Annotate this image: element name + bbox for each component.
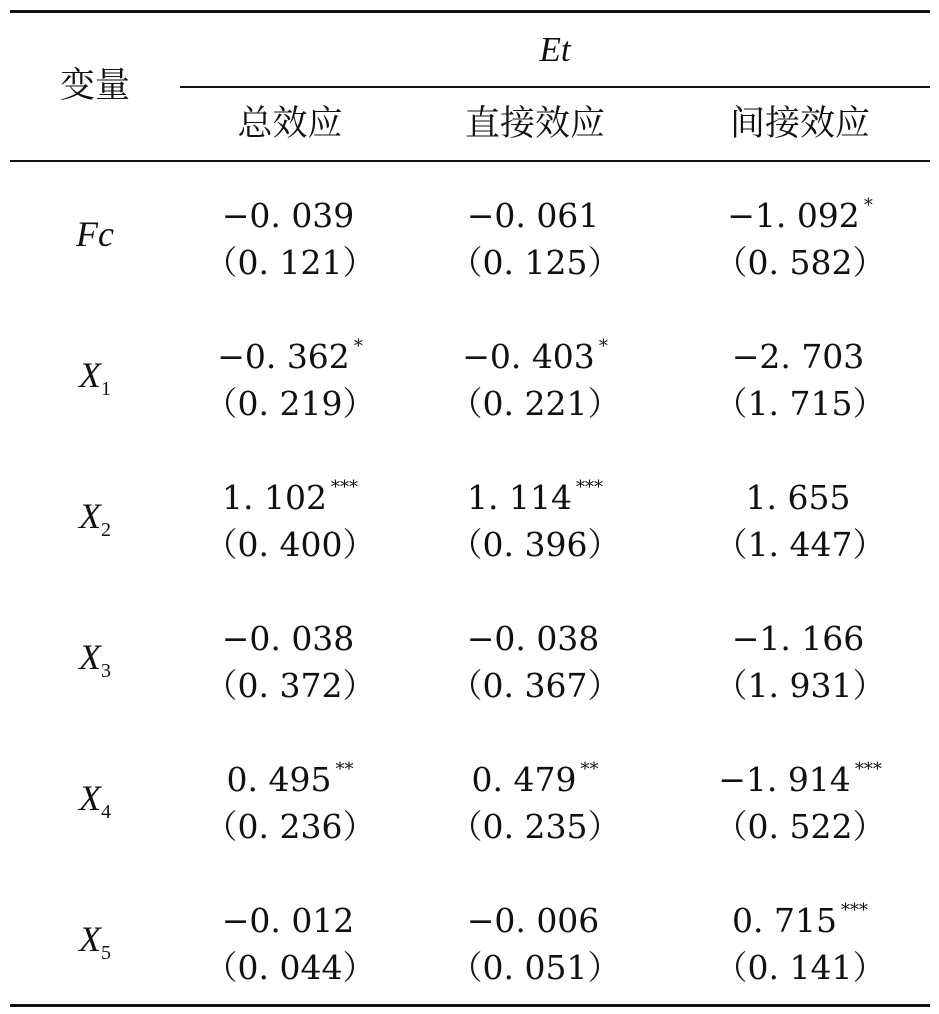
coefficient-value: −0. 362 xyxy=(217,337,350,376)
standard-error-cell: （0. 125） xyxy=(449,243,621,282)
coefficient-cell xyxy=(690,186,910,236)
coefficient-cell xyxy=(690,327,910,377)
variable-label xyxy=(10,214,180,268)
variable-name: X xyxy=(79,637,101,677)
standard-error-cell: （1. 931） xyxy=(714,666,886,705)
coefficient-cell xyxy=(180,891,400,941)
coefficient-cell xyxy=(425,750,645,800)
significance-stars: ** xyxy=(580,759,599,780)
variable-name: Fc xyxy=(76,214,114,254)
coefficient-value: −0. 006 xyxy=(466,901,600,940)
coefficient-cell xyxy=(425,609,645,659)
variable-name: X xyxy=(79,778,101,818)
coefficient-cell xyxy=(180,609,400,659)
variable-subscript: 3 xyxy=(101,660,111,682)
coefficient-value: −1. 092 xyxy=(727,196,860,235)
significance-stars: *** xyxy=(840,900,868,921)
standard-error-cell: （0. 522） xyxy=(714,807,886,846)
coefficient-cell xyxy=(180,186,400,236)
coefficient-cell xyxy=(180,468,400,518)
coefficient-cell xyxy=(180,327,400,377)
column-header-direct-effect: 直接效应 xyxy=(464,104,605,144)
group-underline xyxy=(180,86,930,88)
significance-stars: *** xyxy=(330,477,358,498)
coefficient-value: 1. 655 xyxy=(745,478,851,517)
bottom-rule xyxy=(10,1004,930,1007)
variable-subscript: 2 xyxy=(101,519,111,541)
variable-subscript: 5 xyxy=(101,942,111,964)
coefficient-value: −0. 038 xyxy=(221,619,355,658)
variable-name: X xyxy=(79,919,101,959)
significance-stars: *** xyxy=(854,759,882,780)
standard-error-cell: （1. 715） xyxy=(714,384,886,423)
coefficient-cell xyxy=(425,891,645,941)
significance-stars: *** xyxy=(575,477,603,498)
coefficient-cell xyxy=(425,327,645,377)
standard-error-cell: （0. 367） xyxy=(449,666,621,705)
coefficient-value: −1. 166 xyxy=(731,619,865,658)
coefficient-value: −0. 061 xyxy=(466,196,600,235)
header-bottom-rule xyxy=(10,160,930,162)
significance-stars: * xyxy=(863,195,873,216)
variable-label xyxy=(10,919,180,973)
variable-name: X xyxy=(79,355,101,395)
standard-error-cell: （0. 051） xyxy=(449,948,621,987)
coefficient-value: 0. 715 xyxy=(732,901,837,940)
standard-error-cell: （0. 044） xyxy=(204,948,376,987)
coefficient-value: −0. 403 xyxy=(462,337,595,376)
standard-error-cell: （0. 236） xyxy=(204,807,376,846)
coefficient-cell xyxy=(690,468,910,518)
column-header-total-effect: 总效应 xyxy=(237,104,343,144)
variable-label xyxy=(10,778,180,832)
coefficient-value: 0. 495 xyxy=(226,760,332,799)
standard-error-cell: （0. 582） xyxy=(714,243,886,282)
coefficient-value: −0. 012 xyxy=(221,901,355,940)
variable-subscript: 1 xyxy=(101,378,111,400)
coefficient-cell xyxy=(690,750,910,800)
significance-stars: * xyxy=(598,336,608,357)
standard-error-cell: （1. 447） xyxy=(714,525,886,564)
coefficient-value: −0. 038 xyxy=(466,619,600,658)
coefficient-cell xyxy=(180,750,400,800)
coefficient-value: −2. 703 xyxy=(731,337,865,376)
variable-label xyxy=(10,496,180,550)
standard-error-cell: （0. 141） xyxy=(714,948,886,987)
coefficient-value: 1. 102 xyxy=(222,478,327,517)
significance-stars: * xyxy=(353,336,363,357)
column-header-indirect-effect: 间接效应 xyxy=(729,104,870,144)
standard-error-cell: （0. 121） xyxy=(204,243,376,282)
standard-error-cell: （0. 400） xyxy=(204,525,376,564)
standard-error-cell: （0. 235） xyxy=(449,807,621,846)
coefficient-value: 0. 479 xyxy=(471,760,577,799)
variable-label xyxy=(10,355,180,409)
standard-error-cell: （0. 372） xyxy=(204,666,376,705)
standard-error-cell: （0. 396） xyxy=(449,525,621,564)
variable-name: X xyxy=(79,496,101,536)
group-header-et: Et xyxy=(539,30,571,69)
variable-header: 变量 xyxy=(59,66,130,106)
coefficient-value: 1. 114 xyxy=(467,478,572,517)
coefficient-cell xyxy=(425,468,645,518)
coefficient-cell xyxy=(690,891,910,941)
coefficient-cell xyxy=(690,609,910,659)
coefficient-cell xyxy=(425,186,645,236)
top-rule xyxy=(10,10,930,13)
coefficient-value: −1. 914 xyxy=(718,760,851,799)
variable-label xyxy=(10,637,180,691)
significance-stars: ** xyxy=(335,759,354,780)
coefficient-value: −0. 039 xyxy=(221,196,355,235)
variable-subscript: 4 xyxy=(101,801,111,823)
standard-error-cell: （0. 221） xyxy=(449,384,621,423)
standard-error-cell: （0. 219） xyxy=(204,384,376,423)
